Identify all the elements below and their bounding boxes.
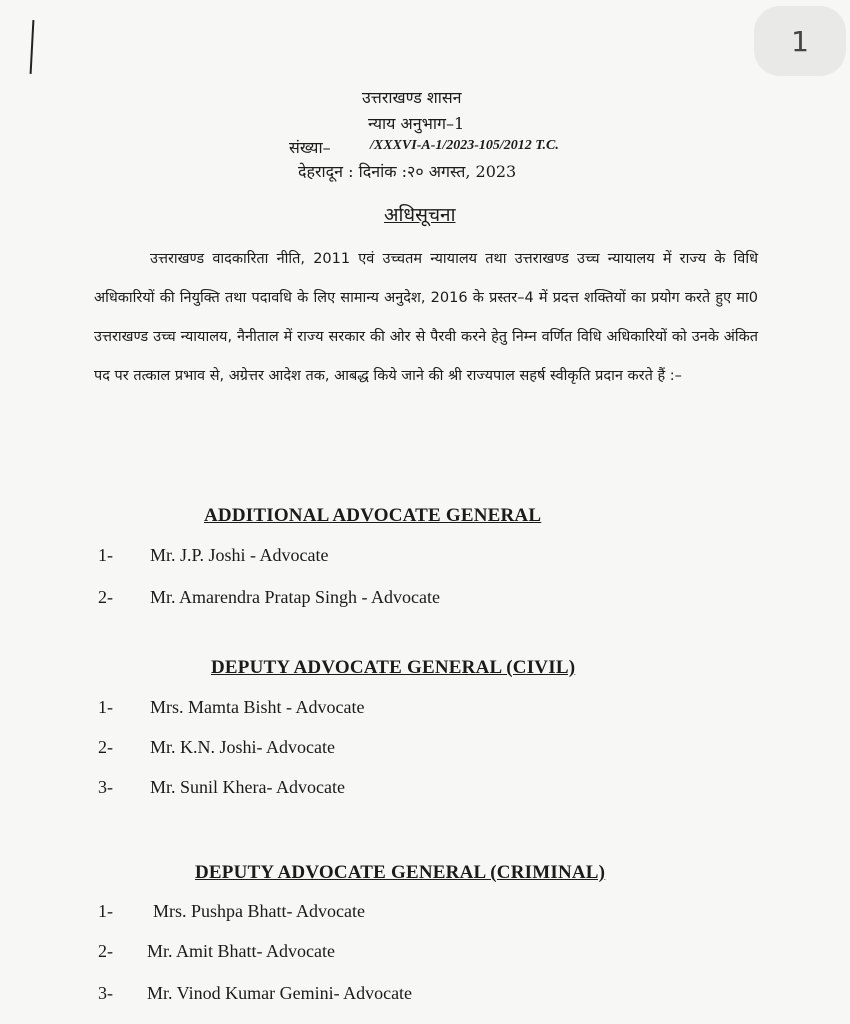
- item-name: Mr. Vinod Kumar Gemini- Advocate: [147, 983, 413, 1003]
- item-name: Mrs. Mamta Bisht - Advocate: [150, 697, 365, 717]
- item-name: Mr. Sunil Khera- Advocate: [150, 777, 345, 797]
- section-title-deputy-ag-civil: DEPUTY ADVOCATE GENERAL (CIVIL): [211, 657, 576, 678]
- item-number: 2-: [98, 941, 113, 961]
- section-title-additional-ag: ADDITIONAL ADVOCATE GENERAL: [204, 505, 542, 526]
- section-title-deputy-ag-criminal: DEPUTY ADVOCATE GENERAL (CRIMINAL): [195, 862, 606, 883]
- item-name: Mr. K.N. Joshi- Advocate: [150, 737, 335, 757]
- notification-body: उत्तराखण्ड वादकारिता नीति, 2011 एवं उच्चतम न्यायालय तथा उत्तराखण्ड उच्च न्यायालय में राज्य के विधि अधिकारियों की नियुक्ति तथा पदावधि के लिए सामान्य अनुदेश, 2016 के प्रस्तर–4 में प्रदत्त शक्तियों का प्रयोग करते हुए मा0 उत्तराखण्ड उच्च न्यायालय, नैनीताल में राज्य सरकार की ओर से पैरवी करने हेतु निम्न वर्णित विधि अधिकारियों को उनके अंकित पद पर तत्काल प्रभाव से, अग्रेत्तर आदेश तक, आबद्ध किये जाने की श्री राज्यपाल सहर्ष स्वीकृति प्रदान करते हैं :–: [94, 251, 758, 384]
- page-number-badge: 1: [754, 6, 846, 76]
- margin-pen-mark: [30, 20, 35, 74]
- number-label: संख्या–: [289, 138, 331, 157]
- item-name: Mr. Amit Bhatt- Advocate: [147, 941, 335, 961]
- item-name: Mr. J.P. Joshi - Advocate: [150, 545, 329, 565]
- item-number: 3-: [98, 983, 113, 1003]
- item-number: 3-: [98, 777, 113, 797]
- item-name: Mrs. Pushpa Bhatt- Advocate: [153, 901, 365, 921]
- item-number: 2-: [98, 737, 113, 757]
- government-name: उत्तराखण्ड शासन: [362, 88, 462, 107]
- item-number: 2-: [98, 587, 113, 607]
- item-number: 1-: [98, 901, 113, 921]
- item-name: Mr. Amarendra Pratap Singh - Advocate: [150, 587, 440, 607]
- item-number: 1-: [98, 697, 113, 717]
- place-date: देहरादून : दिनांक :२० अगस्त, 2023: [298, 162, 517, 181]
- item-number: 1-: [98, 545, 113, 565]
- notification-title: अधिसूचना: [384, 204, 456, 226]
- department-section: न्याय अनुभाग–1: [368, 114, 465, 133]
- reference-number: /XXXVI-A-1/2023-105/2012 T.C.: [370, 138, 559, 153]
